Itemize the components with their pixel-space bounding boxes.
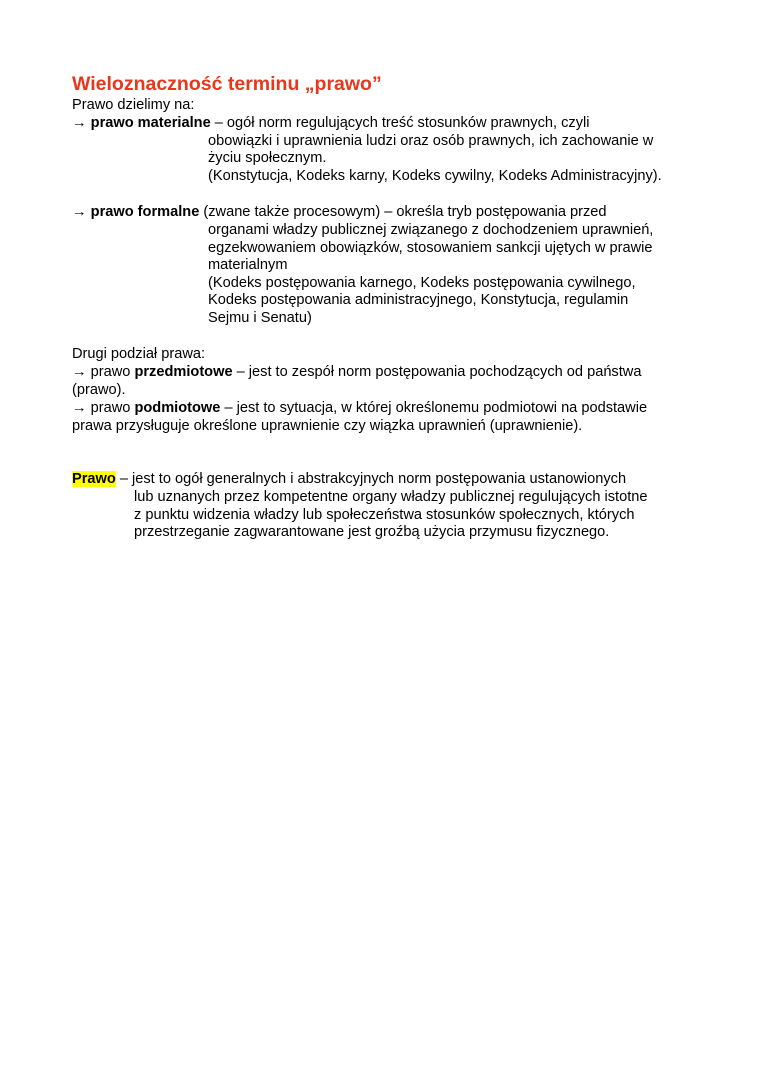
definition-text: – jest to ogół generalnych i abstrakcyjnych norm postępowania ustanowionych <box>115 471 627 487</box>
formal-law-examples: Sejmu i Senatu) <box>208 310 312 326</box>
formal-law-line: egzekwowaniem obowiązków, stosowaniem sankcji ujętych w prawie <box>208 240 653 256</box>
formal-law-text: (zwane także procesowym) – określa tryb postępowania przed <box>199 204 607 220</box>
subjective-law-line: prawa przysługuje określone uprawnienie czy wiązka uprawnień (uprawnienie). <box>72 418 583 434</box>
objective-law-entry: → prawo przedmiotowe – jest to zespół norm postępowania pochodzących od państwa <box>72 364 642 380</box>
objective-law-line: (prawo). <box>72 382 126 398</box>
second-division-heading: Drugi podział prawa: <box>72 346 206 362</box>
arrow-right-icon: → <box>72 204 87 220</box>
formal-law-term: prawo formalne <box>90 204 200 220</box>
arrow-right-icon: → <box>72 115 87 131</box>
arrow-right-icon: → <box>72 364 87 380</box>
highlighted-term: Prawo <box>72 471 116 487</box>
definition-line: z punktu widzenia władzy lub społeczeństwa stosunków społecznych, których <box>134 507 635 523</box>
material-law-entry <box>72 115 590 133</box>
formal-law-examples: Kodeks postępowania administracyjnego, Konstytucja, regulamin <box>208 292 629 308</box>
material-law-text: – ogół norm regulujących treść stosunków prawnych, czyli <box>210 115 590 131</box>
material-law-term: prawo materialne <box>90 115 211 131</box>
law-definition <box>72 471 626 489</box>
definition-line: przestrzeganie zagwarantowane jest groźbą użycia przymusu fizycznego. <box>134 524 610 540</box>
subjective-law-entry: → prawo podmiotowe – jest to sytuacja, w której określonemu podmiotowi na podstawie <box>72 400 648 416</box>
definition-line: lub uznanych przez kompetentne organy władzy publicznej regulujących istotne <box>134 489 648 505</box>
formal-law-line: materialnym <box>208 257 288 273</box>
material-law-line: życiu społecznym. <box>208 150 327 166</box>
arrow-right-icon: → <box>72 400 87 416</box>
document-title: Wieloznaczność terminu „prawo” <box>72 73 382 95</box>
formal-law-entry <box>72 204 607 222</box>
formal-law-line: organami władzy publicznej związanego z dochodzeniem uprawnień, <box>208 222 654 238</box>
material-law-line: obowiązki i uprawnienia ludzi oraz osób prawnych, ich zachowanie w <box>208 133 654 149</box>
subjective-law-term: podmiotowe <box>134 400 221 416</box>
formal-law-examples: (Kodeks postępowania karnego, Kodeks postępowania cywilnego, <box>208 275 636 291</box>
intro-text: Prawo dzielimy na: <box>72 97 195 113</box>
objective-law-term: przedmiotowe <box>134 364 233 380</box>
material-law-examples: (Konstytucja, Kodeks karny, Kodeks cywilny, Kodeks Administracyjny). <box>208 168 662 184</box>
